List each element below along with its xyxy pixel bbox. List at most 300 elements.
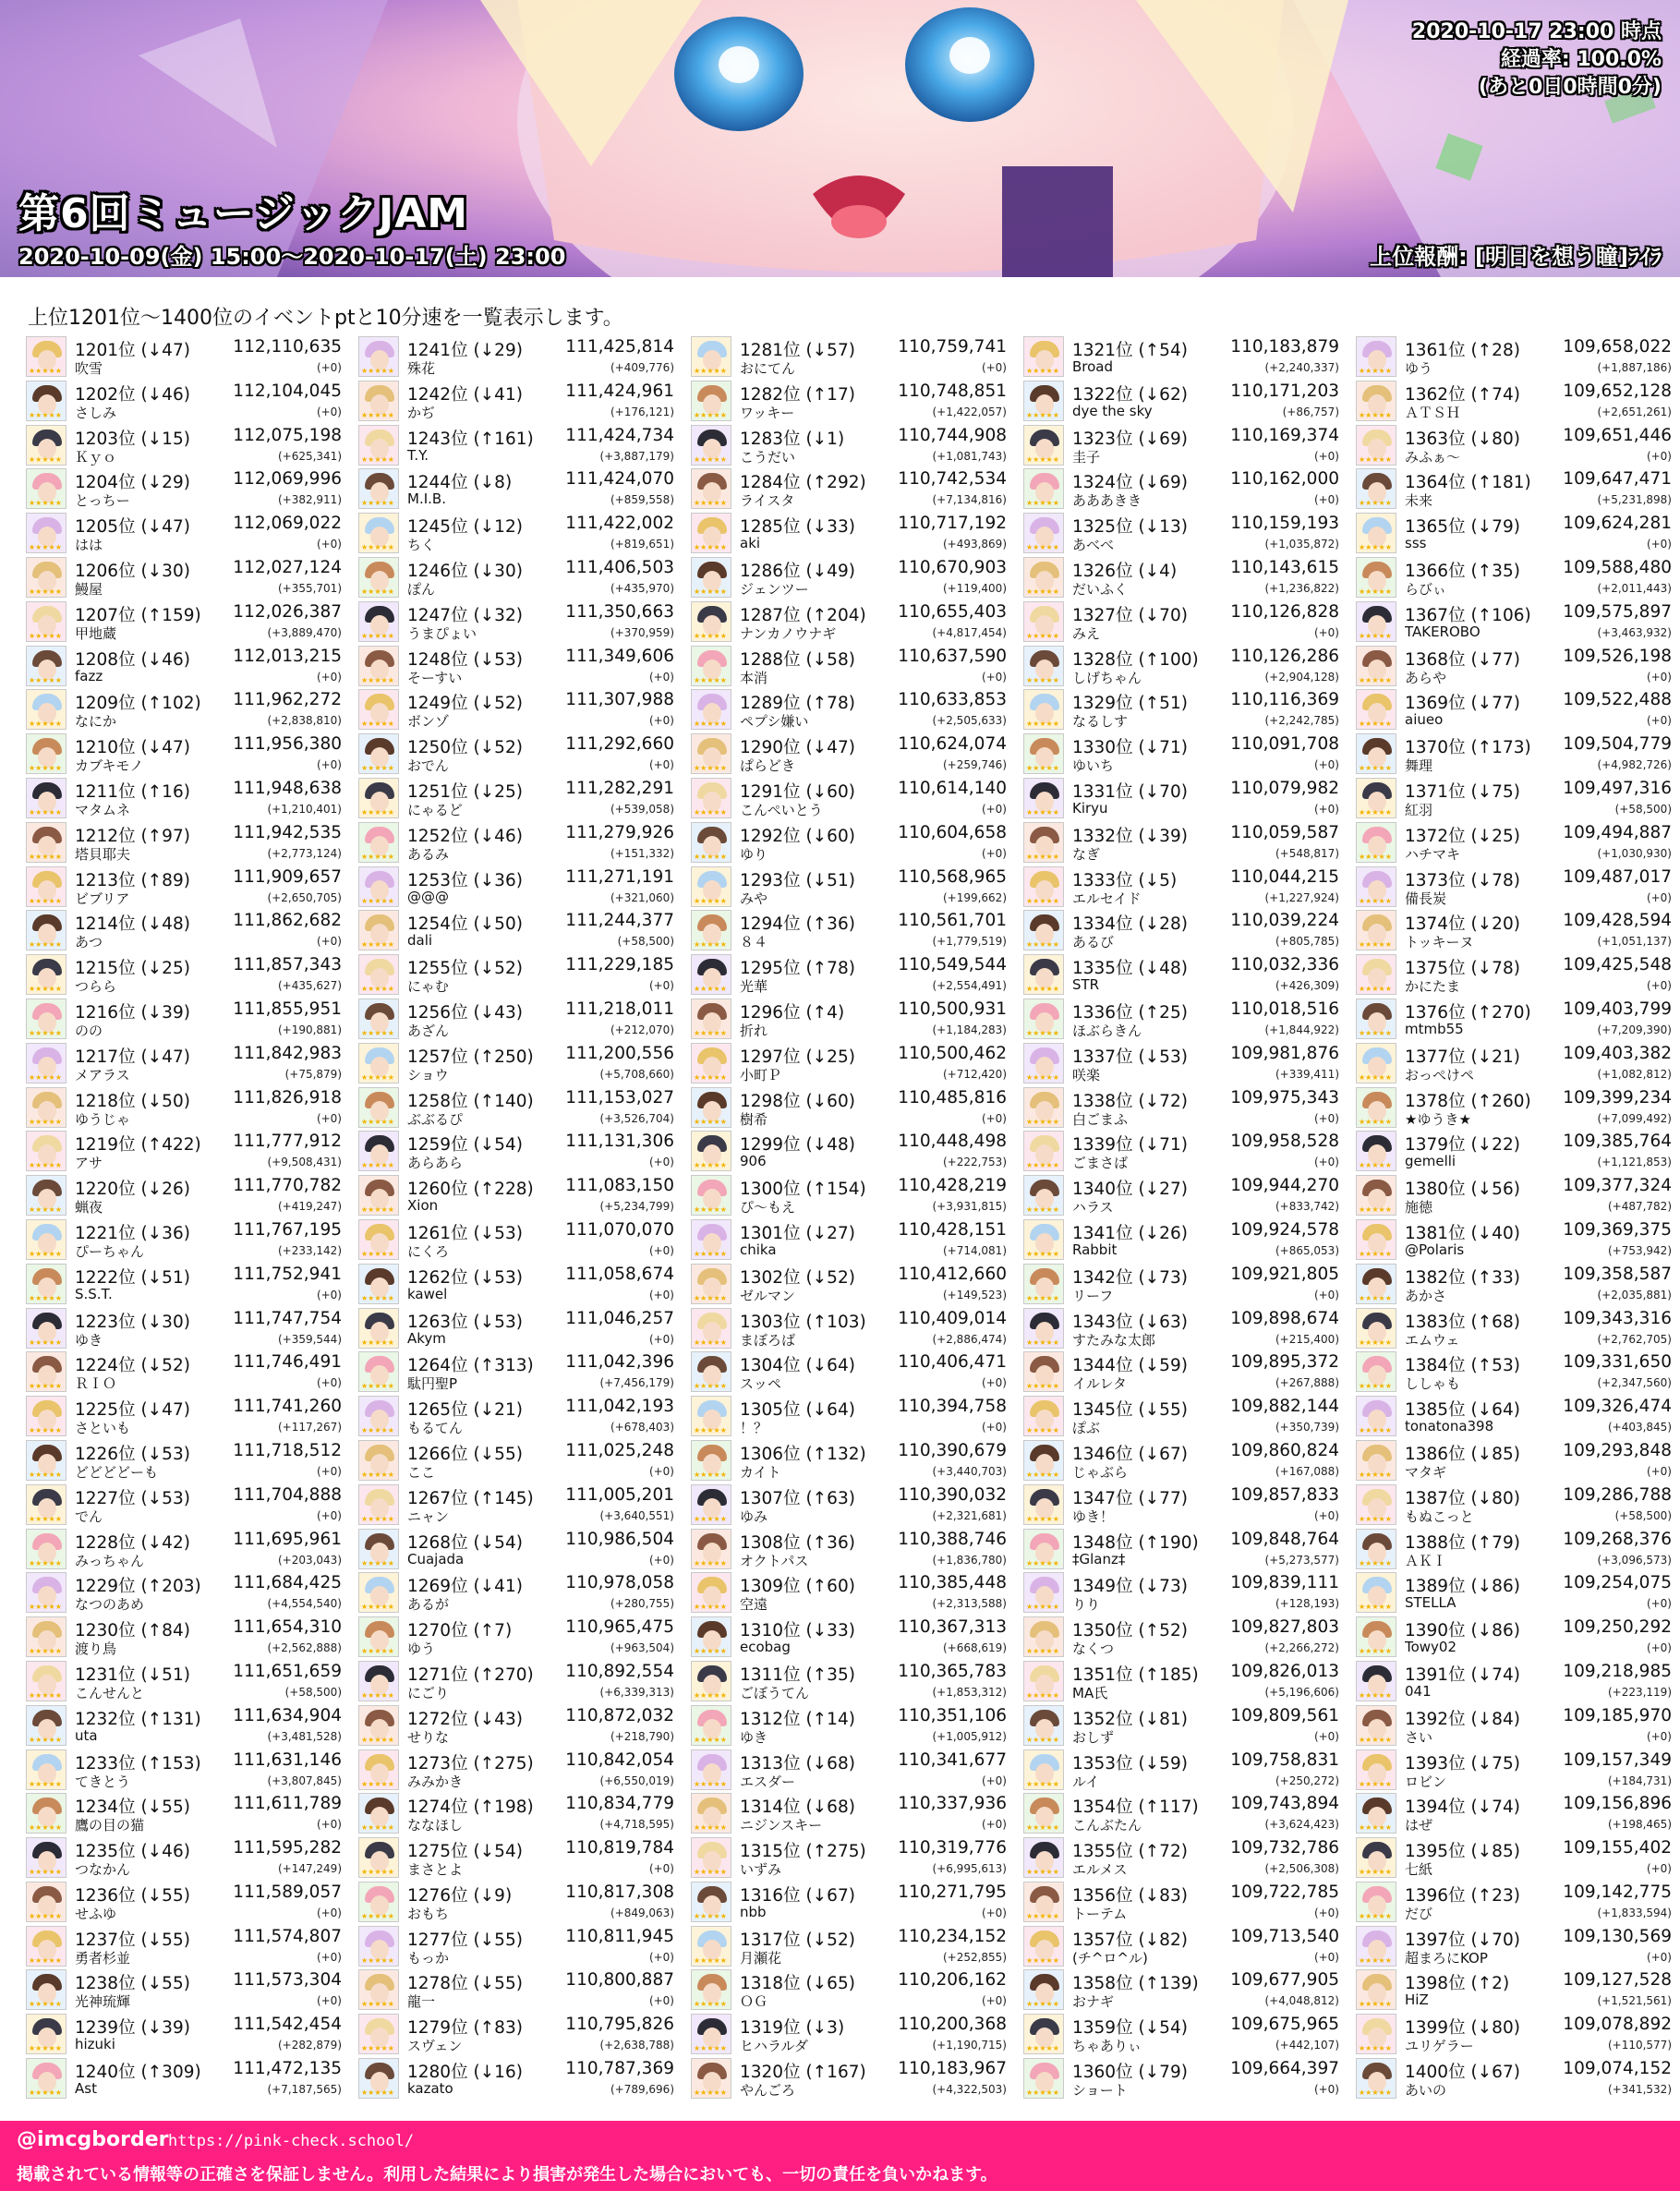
rarity-stars-icon: ★★★★★ <box>694 2044 727 2053</box>
ranking-row <box>1023 423 1347 467</box>
speed-diff: (+0) <box>1313 802 1339 816</box>
points-text: 111,153,027 <box>565 1087 674 1108</box>
rank-text: 1362位 (↑74) <box>1405 384 1520 405</box>
points-text: 110,390,032 <box>898 1484 1007 1505</box>
player-name: 塔貝耶夫 <box>75 845 131 863</box>
player-name: なぎ <box>1072 845 1101 863</box>
idol-avatar <box>1023 954 1064 995</box>
ranking-row <box>1356 1129 1679 1173</box>
player-name: ななほし <box>407 1817 464 1834</box>
rank-text: 1309位 (↑60) <box>740 1577 855 1597</box>
rank-text: 1215位 (↓25) <box>75 959 190 979</box>
player-name: ゼルマン <box>740 1287 796 1304</box>
player-name: ワッキー <box>740 404 795 421</box>
points-text: 109,722,785 <box>1230 1882 1339 1902</box>
points-text: 110,748,851 <box>898 381 1007 401</box>
speed-diff: (+1,844,922) <box>1264 1023 1339 1036</box>
speed-diff: (+0) <box>316 758 342 772</box>
idol-avatar <box>1356 1969 1396 2010</box>
ranking-row <box>1023 1880 1347 1924</box>
points-text: 109,326,474 <box>1563 1397 1672 1417</box>
rank-text: 1312位 (↑14) <box>740 1709 855 1729</box>
rank-text: 1245位 (↓12) <box>407 517 523 538</box>
ranking-row <box>1023 1924 1347 1968</box>
ranking-row <box>26 599 349 644</box>
rarity-stars-icon: ★★★★★ <box>694 940 727 950</box>
player-name: ！？ <box>740 1420 768 1437</box>
speed-diff: (+3,640,551) <box>599 1508 674 1522</box>
idol-avatar <box>1356 733 1396 774</box>
rarity-stars-icon: ★★★★★ <box>29 720 62 729</box>
idol-avatar <box>358 1175 399 1216</box>
ranking-row <box>1023 1791 1347 1835</box>
rank-text: 1201位 (↓47) <box>75 341 190 360</box>
player-name: エルメス <box>1072 1861 1128 1879</box>
ranking-row <box>358 1350 682 1394</box>
player-name: @@@ <box>407 888 449 905</box>
player-name: 光華 <box>740 978 768 996</box>
rank-text: 1330位 (↓71) <box>1072 738 1188 758</box>
ranking-row <box>26 820 349 865</box>
ranking-row <box>1023 687 1347 732</box>
rarity-stars-icon: ★★★★★ <box>694 1205 727 1215</box>
points-text: 111,654,310 <box>233 1617 342 1638</box>
rarity-stars-icon: ★★★★★ <box>1359 367 1392 375</box>
idol-avatar <box>358 1837 399 1878</box>
speed-diff: (+403,845) <box>1607 1421 1672 1434</box>
player-name: カイト <box>740 1463 781 1481</box>
ranking-row <box>691 379 1014 423</box>
player-name: @Polaris <box>1405 1241 1465 1258</box>
rank-text: 1256位 (↓43) <box>407 1002 523 1023</box>
rarity-stars-icon: ★★★★★ <box>694 1558 727 1568</box>
rank-text: 1209位 (↑102) <box>75 694 201 714</box>
idol-avatar <box>26 733 66 774</box>
ranking-row <box>1023 1527 1347 1571</box>
ranking-row <box>1356 1173 1679 1217</box>
speed-diff: (+5,231,898) <box>1597 493 1672 507</box>
idol-avatar <box>691 1264 731 1304</box>
rank-text: 1392位 (↓84) <box>1405 1709 1520 1729</box>
rarity-stars-icon: ★★★★★ <box>1026 454 1059 464</box>
speed-diff: (+3,526,704) <box>599 1111 674 1125</box>
disclaimer: 掲載されている情報等の正確さを保証しません。利用した結果により損害が発生した場合においても、一切の責任を負いかねます。 <box>17 2165 997 2185</box>
rarity-stars-icon: ★★★★★ <box>1026 631 1059 640</box>
rarity-stars-icon: ★★★★★ <box>29 587 62 596</box>
footer <box>0 2121 1680 2191</box>
points-text: 111,695,961 <box>233 1529 342 1549</box>
rank-text: 1397位 (↓70) <box>1405 1930 1520 1950</box>
rarity-stars-icon: ★★★★★ <box>29 1514 62 1523</box>
rarity-stars-icon: ★★★★★ <box>694 675 727 684</box>
speed-diff: (+58,500) <box>284 1685 342 1699</box>
rank-text: 1205位 (↓47) <box>75 517 190 538</box>
idol-avatar <box>1356 2014 1396 2054</box>
rank-text: 1268位 (↓54) <box>407 1532 523 1553</box>
rank-text: 1239位 (↓39) <box>75 2018 190 2039</box>
player-name: だび <box>1405 1905 1433 1922</box>
idol-avatar <box>1023 866 1064 907</box>
points-text: 109,958,528 <box>1230 1132 1339 1152</box>
ranking-row <box>26 1791 349 1835</box>
speed-diff: (+1,082,812) <box>1597 1067 1672 1081</box>
player-name: おもち <box>407 1905 450 1922</box>
player-name: つらら <box>75 978 117 996</box>
points-text: 109,425,548 <box>1563 955 1672 975</box>
speed-diff: (+3,624,423) <box>1264 1818 1339 1832</box>
ranking-row <box>358 997 682 1041</box>
ranking-row <box>358 1041 682 1085</box>
ranking-row <box>1023 466 1347 511</box>
idol-avatar <box>358 1308 399 1349</box>
idol-avatar <box>1023 822 1064 863</box>
player-name: 舞理 <box>1405 757 1433 775</box>
idol-avatar <box>1356 1926 1396 1967</box>
idol-avatar <box>691 1926 731 1967</box>
rarity-stars-icon: ★★★★★ <box>1359 1382 1392 1391</box>
points-text: 110,834,779 <box>565 1794 674 1814</box>
speed-diff: (+0) <box>316 1288 342 1301</box>
idol-avatar <box>1023 1529 1064 1569</box>
speed-diff: (+2,886,474) <box>932 1332 1007 1346</box>
points-text: 109,142,775 <box>1563 1882 1672 1902</box>
rank-text: 1378位 (↑260) <box>1405 1091 1531 1111</box>
points-text: 109,369,375 <box>1563 1219 1672 1240</box>
rank-text: 1274位 (↑198) <box>407 1798 534 1818</box>
rarity-stars-icon: ★★★★★ <box>29 1117 62 1126</box>
points-text: 110,385,448 <box>898 1573 1007 1593</box>
speed-diff: (+0) <box>648 1994 674 2008</box>
rank-text: 1284位 (↑292) <box>740 473 866 493</box>
points-text: 110,965,475 <box>565 1617 674 1638</box>
points-text: 110,319,776 <box>898 1838 1007 1858</box>
speed-diff: (+487,782) <box>1607 1200 1672 1214</box>
player-name: りり <box>1072 1596 1101 1614</box>
speed-diff: (+1,833,594) <box>1597 1906 1672 1919</box>
idol-avatar <box>691 910 731 950</box>
speed-diff: (+282,879) <box>277 2039 342 2052</box>
player-name: せりな <box>407 1728 450 1746</box>
speed-diff: (+859,558) <box>610 493 674 507</box>
rank-text: 1212位 (↑97) <box>75 826 190 846</box>
idol-avatar <box>691 601 731 642</box>
rank-text: 1242位 (↓41) <box>407 384 523 405</box>
player-name: dye the sky <box>1072 402 1153 419</box>
ranking-row <box>691 2056 1014 2100</box>
rarity-stars-icon: ★★★★★ <box>1026 1249 1059 1258</box>
ranking-row <box>1023 1041 1347 1085</box>
rank-text: 1345位 (↓55) <box>1072 1400 1188 1421</box>
player-name: 超まろにKOP <box>1405 1949 1488 1967</box>
ranking-row <box>1356 687 1679 732</box>
idol-avatar <box>1023 778 1064 818</box>
points-text: 111,229,185 <box>565 955 674 975</box>
idol-avatar <box>1356 866 1396 907</box>
ranking-row <box>1356 555 1679 599</box>
points-text: 109,268,376 <box>1563 1529 1672 1549</box>
ranking-row <box>1023 776 1347 820</box>
points-text: 110,428,219 <box>898 1176 1007 1196</box>
points-text: 110,795,826 <box>565 2015 674 2035</box>
ranking-row <box>1356 1350 1679 1394</box>
points-text: 110,390,679 <box>898 1440 1007 1460</box>
ranking-row <box>358 1703 682 1748</box>
speed-diff: (+321,060) <box>610 890 674 904</box>
rank-text: 1300位 (↑154) <box>740 1180 866 1200</box>
rank-text: 1381位 (↓40) <box>1405 1223 1520 1243</box>
points-text: 109,156,896 <box>1563 1794 1672 1814</box>
speed-diff: (+0) <box>1646 1597 1672 1611</box>
idol-avatar <box>1356 1264 1396 1304</box>
idol-avatar <box>691 689 731 730</box>
ranking-row <box>358 1791 682 1835</box>
rarity-stars-icon: ★★★★★ <box>1026 1072 1059 1082</box>
rank-text: 1332位 (↓39) <box>1072 826 1188 846</box>
rank-text: 1223位 (↓30) <box>75 1312 190 1332</box>
rarity-stars-icon: ★★★★★ <box>29 1028 62 1037</box>
player-name: kazato <box>407 2080 453 2098</box>
speed-diff: (+1,779,519) <box>932 935 1007 949</box>
rarity-stars-icon: ★★★★★ <box>29 675 62 684</box>
player-name: そーすい <box>407 669 463 686</box>
ranking-row <box>358 379 682 423</box>
speed-diff: (+0) <box>1646 538 1672 551</box>
rank-text: 1400位 (↓67) <box>1405 2063 1520 2083</box>
rank-text: 1394位 (↓74) <box>1405 1798 1520 1818</box>
rarity-stars-icon: ★★★★★ <box>29 1911 62 1920</box>
idol-avatar <box>26 778 66 818</box>
rarity-stars-icon: ★★★★★ <box>361 1603 394 1612</box>
ranking-row <box>691 2012 1014 2056</box>
rarity-stars-icon: ★★★★★ <box>1026 367 1059 375</box>
points-text: 109,677,905 <box>1230 1970 1339 1991</box>
ranking-row <box>358 2056 682 2100</box>
player-name: あるび <box>1072 934 1115 951</box>
speed-diff: (+2,505,633) <box>932 714 1007 728</box>
player-name: 甲地蔵 <box>75 624 117 642</box>
idol-avatar <box>358 1131 399 1171</box>
idol-avatar <box>691 822 731 863</box>
rank-text: 1335位 (↓48) <box>1072 959 1188 979</box>
rank-text: 1310位 (↓33) <box>740 1621 855 1641</box>
player-name: エスダー <box>740 1773 796 1790</box>
points-text: 111,777,912 <box>233 1132 342 1152</box>
rank-text: 1396位 (↑23) <box>1405 1885 1520 1906</box>
rank-text: 1385位 (↓64) <box>1405 1400 1520 1421</box>
points-text: 110,169,374 <box>1230 425 1339 445</box>
speed-diff: (+199,662) <box>942 890 1007 904</box>
player-name: ごまさば <box>1072 1155 1129 1172</box>
player-name: gemelli <box>1405 1153 1456 1170</box>
points-text: 111,741,260 <box>233 1397 342 1417</box>
idol-avatar <box>358 822 399 863</box>
points-text: 110,872,032 <box>565 1705 674 1725</box>
ranking-row <box>26 1483 349 1527</box>
player-name: ecobag <box>740 1639 791 1656</box>
player-name: みや <box>740 890 768 907</box>
points-text: 109,494,887 <box>1563 822 1672 842</box>
player-name: Cuajada <box>407 1550 465 1568</box>
idol-avatar <box>358 1572 399 1613</box>
rarity-stars-icon: ★★★★★ <box>1026 1028 1059 1037</box>
ranking-row <box>26 1350 349 1394</box>
idol-avatar <box>1023 1219 1064 1260</box>
player-name: こんぶたん <box>1072 1817 1142 1834</box>
rank-text: 1370位 (↑173) <box>1405 738 1531 758</box>
rank-text: 1374位 (↓20) <box>1405 914 1520 935</box>
player-name: Broad <box>1072 358 1114 375</box>
idol-avatar <box>26 1043 66 1083</box>
speed-diff: (+625,341) <box>277 449 342 463</box>
idol-avatar <box>1023 1705 1064 1746</box>
player-name: トッキーヌ <box>1405 934 1474 951</box>
points-text: 110,800,887 <box>565 1970 674 1991</box>
speed-diff: (+2,321,681) <box>932 1508 1007 1522</box>
idol-avatar <box>358 866 399 907</box>
rank-text: 1353位 (↓59) <box>1072 1753 1188 1773</box>
points-text: 112,104,045 <box>233 381 342 401</box>
idol-avatar <box>26 1308 66 1349</box>
ranking-row <box>691 1570 1014 1615</box>
player-name: 紅羽 <box>1405 801 1433 818</box>
player-name: hizuki <box>75 2036 115 2053</box>
idol-avatar <box>1023 2014 1064 2054</box>
top-reward: 上位報酬: [明日を想う瞳]ﾗｲﾗ <box>1370 244 1662 270</box>
speed-diff: (+0) <box>1646 1464 1672 1478</box>
remaining-text: (あと0日0時間0分) <box>1478 76 1662 99</box>
player-name: さしみ <box>75 404 117 421</box>
rank-text: 1272位 (↓43) <box>407 1709 523 1729</box>
twitter-handle[interactable]: @imcgborder <box>17 2128 169 2151</box>
rank-text: 1398位 (↑2) <box>1405 1974 1510 1994</box>
player-name: さといも <box>75 1420 131 1437</box>
rank-text: 1248位 (↓53) <box>407 649 523 670</box>
points-text: 111,424,734 <box>565 425 674 445</box>
player-name: Xion <box>407 1197 439 1215</box>
rank-text: 1356位 (↓83) <box>1072 1885 1188 1906</box>
speed-diff: (+0) <box>1646 1641 1672 1655</box>
idol-avatar <box>1356 2058 1396 2099</box>
speed-diff: (+0) <box>981 1111 1007 1125</box>
rank-text: 1263位 (↓53) <box>407 1312 523 1332</box>
ranking-column-3 <box>691 334 1014 2100</box>
points-text: 109,732,786 <box>1230 1838 1339 1858</box>
idol-avatar <box>691 1969 731 2010</box>
idol-avatar <box>26 1882 66 1922</box>
rank-text: 1308位 (↑36) <box>740 1532 855 1553</box>
speed-diff: (+350,739) <box>1275 1421 1339 1434</box>
idol-avatar <box>1023 557 1064 598</box>
idol-avatar <box>358 689 399 730</box>
player-name: Akym <box>407 1329 446 1347</box>
player-name: ナンカノウナギ <box>740 624 837 642</box>
speed-diff: (+4,982,726) <box>1597 758 1672 772</box>
idol-avatar <box>26 1131 66 1171</box>
speed-diff: (+3,463,932) <box>1597 625 1672 639</box>
rank-text: 1388位 (↑79) <box>1405 1532 1520 1553</box>
speed-diff: (+0) <box>981 846 1007 860</box>
player-name: みっちゃん <box>75 1552 145 1569</box>
site-link[interactable]: https://pink-check.school/ <box>168 2132 415 2150</box>
idol-avatar <box>1023 689 1064 730</box>
speed-diff: (+668,619) <box>942 1641 1007 1655</box>
rarity-stars-icon: ★★★★★ <box>1359 1647 1392 1656</box>
rarity-stars-icon: ★★★★★ <box>694 2088 727 2098</box>
idol-avatar <box>26 1219 66 1260</box>
rank-text: 1290位 (↓47) <box>740 738 855 758</box>
speed-diff: (+167,088) <box>1275 1464 1339 1478</box>
player-name: やんごろ <box>740 2082 796 2100</box>
rarity-stars-icon: ★★★★★ <box>361 1690 394 1700</box>
ranking-row <box>1356 1041 1679 1085</box>
player-name: STR <box>1072 976 1100 994</box>
points-text: 109,487,017 <box>1563 866 1672 887</box>
ranking-row <box>1023 1703 1347 1748</box>
rank-text: 1380位 (↓56) <box>1405 1180 1520 1200</box>
speed-diff: (+0) <box>648 670 674 684</box>
idol-avatar <box>691 1661 731 1701</box>
ranking-row <box>1356 1791 1679 1835</box>
rank-text: 1359位 (↓54) <box>1072 2018 1188 2039</box>
ranking-row <box>358 1394 682 1438</box>
rarity-stars-icon: ★★★★★ <box>361 1028 394 1037</box>
rank-text: 1280位 (↓16) <box>407 2063 523 2083</box>
speed-diff: (+409,776) <box>610 361 674 374</box>
ranking-row <box>1356 1394 1679 1438</box>
speed-diff: (+341,532) <box>1607 2083 1672 2097</box>
ranking-row <box>691 997 1014 1041</box>
idol-avatar <box>691 1882 731 1922</box>
rarity-stars-icon: ★★★★★ <box>1026 720 1059 729</box>
idol-avatar <box>1023 1351 1064 1392</box>
rank-text: 1368位 (↓77) <box>1405 649 1520 670</box>
ranking-row <box>1023 1350 1347 1394</box>
speed-diff: (+0) <box>648 1243 674 1257</box>
rank-text: 1301位 (↓27) <box>740 1223 855 1243</box>
ranking-row <box>1023 820 1347 865</box>
rarity-stars-icon: ★★★★★ <box>29 1823 62 1833</box>
speed-diff: (+0) <box>1313 1508 1339 1522</box>
rarity-stars-icon: ★★★★★ <box>694 587 727 596</box>
player-name: 蝋夜 <box>75 1199 103 1217</box>
speed-diff: (+0) <box>1313 625 1339 639</box>
rarity-stars-icon: ★★★★★ <box>361 852 394 861</box>
points-text: 109,924,578 <box>1230 1219 1339 1240</box>
points-text: 111,244,377 <box>565 911 674 931</box>
speed-diff: (+3,481,528) <box>267 1729 342 1743</box>
idol-avatar <box>1356 513 1396 553</box>
speed-diff: (+0) <box>1313 2083 1339 2097</box>
rarity-stars-icon: ★★★★★ <box>29 1868 62 1877</box>
ranking-row <box>358 1527 682 1571</box>
player-name: 041 <box>1405 1682 1432 1700</box>
points-text: 112,069,996 <box>233 469 342 490</box>
points-text: 109,331,650 <box>1563 1352 1672 1373</box>
rarity-stars-icon: ★★★★★ <box>1359 2088 1392 2098</box>
points-text: 110,549,544 <box>898 955 1007 975</box>
rank-text: 1277位 (↓55) <box>407 1930 523 1950</box>
rarity-stars-icon: ★★★★★ <box>1359 2044 1392 2053</box>
rank-text: 1299位 (↓48) <box>740 1135 855 1156</box>
ranking-row <box>1356 1262 1679 1306</box>
points-text: 110,744,908 <box>898 425 1007 445</box>
idol-avatar <box>26 910 66 950</box>
speed-diff: (+0) <box>1646 714 1672 728</box>
ranking-row <box>358 466 682 511</box>
player-name: ‡Glanz‡ <box>1072 1550 1126 1568</box>
ranking-row <box>1023 1835 1347 1880</box>
rarity-stars-icon: ★★★★★ <box>361 1249 394 1258</box>
